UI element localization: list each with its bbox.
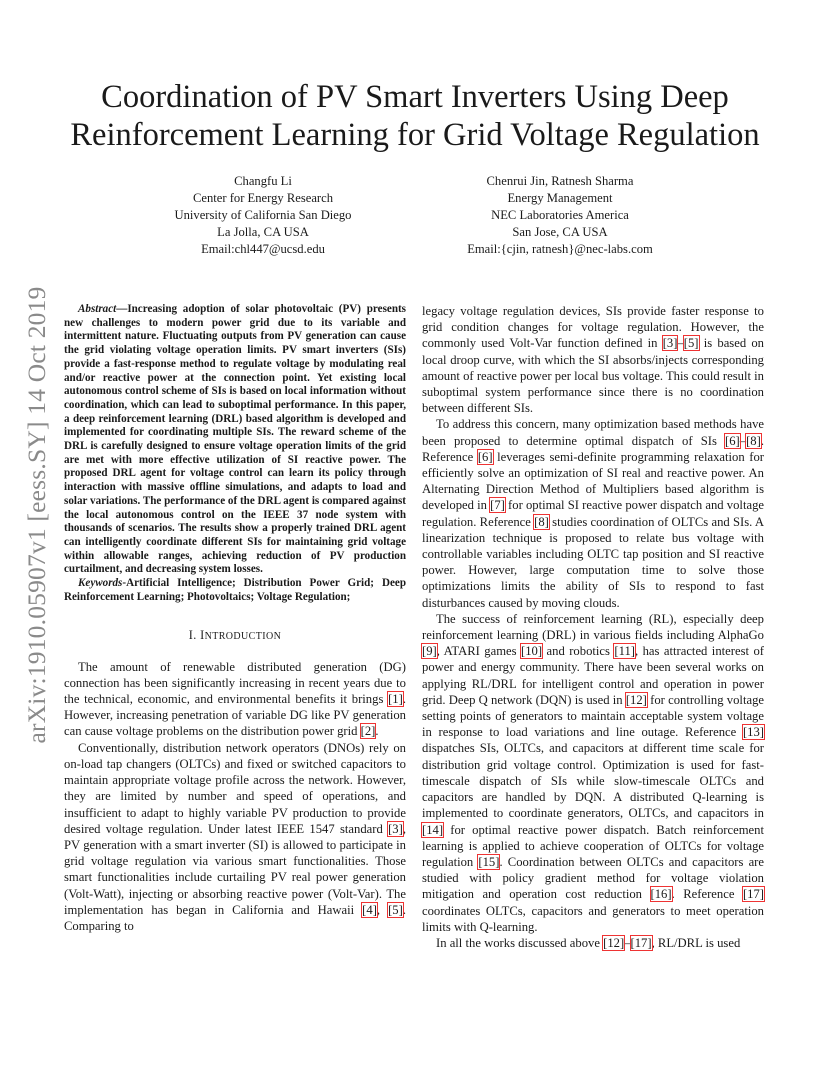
text-run: , has attracted interest of power and energy community. There have been several works on applying RL/DRL for intelligent control and operation in power grid. Deep Q network (DQN) is used in <box>422 644 764 707</box>
abstract-text: —Increasing adoption of solar photovoltaic (PV) presents new challenges to modern power grid due to its variable and intermittent nature. Fluctuating outputs from PV generation can cause the grid violating voltage operation limits. PV smart inverters (SIs) provide a fast-response method to regulate voltage by modulating real and/or reactive power at the connection point. Yet existing local autonomous control scheme of SIs is based on local information without coordination, which can lead to suboptimal performance. In this paper, a deep reinforcement learning (DRL) based algorithm is developed and implemented for coordinating multiple SIs. The reward scheme of the DRL is carefully designed to ensure voltage operation limits of the grid are met with more effective utilization of SI reactive power. The proposed DRL agent for voltage control can learn its policy through interaction with massive offline simulations, and adapts to load and solar variations. The performance of the DRL agent is compared against the local autonomous control on the IEEE 37 node system with thousands of scenarios. The results show a properly trained DRL agent can intelligently coordinate different SIs for maintaining grid voltage within allowable ranges, achieving reduction of PV production curtailment, and decreasing system losses. <box>64 303 406 576</box>
section-heading-introduction <box>64 627 406 645</box>
text-run: , RL/DRL is used <box>651 935 741 950</box>
paragraph <box>64 659 406 740</box>
text-run: , <box>376 902 389 917</box>
citation-link[interactable]: [16] <box>650 887 672 902</box>
paragraph <box>422 303 764 416</box>
section-title-cap: I <box>200 628 205 643</box>
text-run: Conventionally, distribution network operators (DNOs) rely on on-load tap changers (OLTCs) and fixed or switched capacitors to maintain appropriate voltage profile across the network. However, they are limited by number and speed of operations, and insufficient to adapt to highly variable PV production to provide desired voltage regulation. Under latest IEEE 1547 standard <box>64 740 406 836</box>
keywords <box>64 577 406 604</box>
section-title-rest: NTRODUCTION <box>204 631 282 643</box>
arxiv-identifier: arXiv:1910.05907v1 [eess.SY] 14 Oct 2019 <box>22 286 51 744</box>
citation-link[interactable]: [12] <box>625 692 647 707</box>
citation-link[interactable]: [17] <box>742 887 764 902</box>
text-run: for optimal reactive power dispatch. Batch reinforcement learning is applied to achieve cooperation of OLTCs for voltage regulation <box>422 822 764 869</box>
text-run: , ATARI games <box>436 644 522 659</box>
text-run: coordinates OLTCs, capacitors and generators to meet operation limits with Q-learning. <box>422 903 764 934</box>
author-block-1 <box>113 173 413 258</box>
author-location: La Jolla, CA USA <box>217 225 309 239</box>
citation-link[interactable]: [11] <box>614 644 635 659</box>
text-run: – <box>739 433 747 448</box>
arxiv-sidebar <box>22 280 52 750</box>
text-run: The amount of renewable distributed generation (DG) connection has been significantly increasing in recent years due to the technical, economic, and environmental benefits it brings <box>64 659 406 707</box>
citation-link[interactable]: [8] <box>534 514 549 529</box>
author-name: Changfu Li <box>234 174 292 188</box>
citation-link[interactable]: [3] <box>388 821 403 836</box>
paragraph <box>422 416 764 610</box>
citation-link[interactable]: [9] <box>422 644 437 659</box>
citation-link[interactable]: [13] <box>742 725 764 740</box>
text-run: . Reference <box>422 433 764 464</box>
citation-link[interactable]: [10] <box>521 644 543 659</box>
text-run: for controlling voltage setting points of generators to maintain acceptable system voltage in response to load variations and line outage. Reference <box>422 692 764 740</box>
title-line-2: Reinforcement Learning for Grid Voltage Regulation <box>70 117 760 153</box>
citation-link[interactable]: [8] <box>746 433 761 448</box>
text-run: – <box>677 336 684 351</box>
citation-link[interactable]: [6] <box>725 433 740 448</box>
citation-link[interactable]: [1] <box>388 692 403 707</box>
citation-link[interactable]: [4] <box>362 902 377 917</box>
left-column <box>64 303 406 934</box>
text-run: . Coordination between OLTCs and capacitors are studied with policy gradient method for voltage violation mitigation and operation cost reduction <box>422 854 764 902</box>
keywords-label: Keywords <box>78 577 123 590</box>
author-name: Chenrui Jin, Ratnesh Sharma <box>486 174 634 188</box>
text-run: , PV generation with a smart inverter (SI) is allowed to participate in grid voltage regulation via various smart functionalities. Those smart functionalities include curtailing PV real power generation (Volt-Watt), injecting or absorbing reactive power (Volt-Var). The implementation has began in California and Hawaii <box>64 821 406 917</box>
author-email: Email:{cjin, ratnesh}@nec-labs.com <box>467 242 653 256</box>
citation-link[interactable]: [6] <box>477 449 493 464</box>
keywords-text: -Artificial Intelligence; Distribution Power Grid; Deep Reinforcement Learning; Photovoltaics; Voltage Regulation; <box>64 577 406 603</box>
citation-link[interactable]: [17] <box>630 935 652 950</box>
paragraph <box>64 740 406 934</box>
text-run: leverages semi-definite programming relaxation for efficiently solve an optimization of SI real and reactive power. An Alternating Direction Method of Multipliers based algorithm is developed in <box>422 449 764 513</box>
citation-link[interactable]: [5] <box>388 902 403 917</box>
paragraph <box>422 935 764 951</box>
author-affiliation: University of California San Diego <box>174 208 352 222</box>
text-run: studies coordination of OLTCs and SIs. A linearization technique is proposed to relate bus voltage with controllable variables including OLTC tap position and SI reactive power. However, large computation time to solve those optimizations limits the ability of SIs to respond to fast disturbances caused by moving clouds. <box>422 514 765 610</box>
citation-link[interactable]: [5] <box>683 336 699 351</box>
text-run: To address this concern, many optimization based methods have been proposed to determine optimal dispatch of SIs <box>422 417 764 448</box>
paragraph <box>422 611 764 935</box>
text-run: for optimal SI reactive power dispatch and voltage regulation. Reference <box>422 498 764 529</box>
author-location: San Jose, CA USA <box>512 225 608 239</box>
text-run: dispatches SIs, OLTCs, and capacitors at different time scale for distribution grid voltage control. Optimization is used for fast-timescale dispatch of SIs while slow-timescale OLTCs and capacitors are handled by DQN. A distributed Q-learning is implemented to coordinate generators, OLTCs, and capacitors in <box>422 741 764 821</box>
author-email: Email:chl447@ucsd.edu <box>201 242 325 256</box>
citation-link[interactable]: [15] <box>478 854 500 869</box>
citation-link[interactable]: [2] <box>360 724 376 739</box>
text-run: legacy voltage regulation devices, SIs provide faster response to grid condition changes for voltage regulation. However, the commonly used Volt-Var function defined in <box>422 304 764 351</box>
text-run: . <box>375 724 379 739</box>
author-block-2 <box>410 173 710 258</box>
citation-link[interactable]: [12] <box>603 935 625 950</box>
citation-link[interactable]: [3] <box>662 336 678 351</box>
text-run: The success of reinforcement learning (RL), especially deep reinforcement learning (DRL) in various fields including AlphaGo <box>422 611 764 643</box>
author-affiliation: Center for Energy Research <box>193 191 333 205</box>
right-column <box>422 303 764 951</box>
text-run: . Comparing to <box>64 902 406 933</box>
author-affiliation: NEC Laboratories America <box>491 208 629 222</box>
text-run: is based on local droop curve, with which the SI absorbs/injects corresponding amount of reactive power per local bus voltage. This could result in suboptimal system performance since there is no coordination between different SIs. <box>422 336 764 416</box>
abstract <box>64 303 406 577</box>
text-run: – <box>624 935 631 950</box>
citation-link[interactable]: [14] <box>422 822 444 837</box>
text-run: . However, increasing penetration of variable DG like PV generation can cause voltage problems on the distribution power grid <box>64 692 406 739</box>
author-affiliation: Energy Management <box>507 191 613 205</box>
section-numeral: I. <box>188 628 201 643</box>
text-run: In all the works discussed above <box>436 935 604 950</box>
text-run: and robotics <box>542 644 615 659</box>
abstract-label: Abstract <box>78 303 117 315</box>
citation-link[interactable]: [7] <box>490 498 505 513</box>
paper-title <box>40 78 790 154</box>
text-run: . Reference <box>671 887 743 902</box>
title-line-1: Coordination of PV Smart Inverters Using Deep <box>101 79 729 115</box>
